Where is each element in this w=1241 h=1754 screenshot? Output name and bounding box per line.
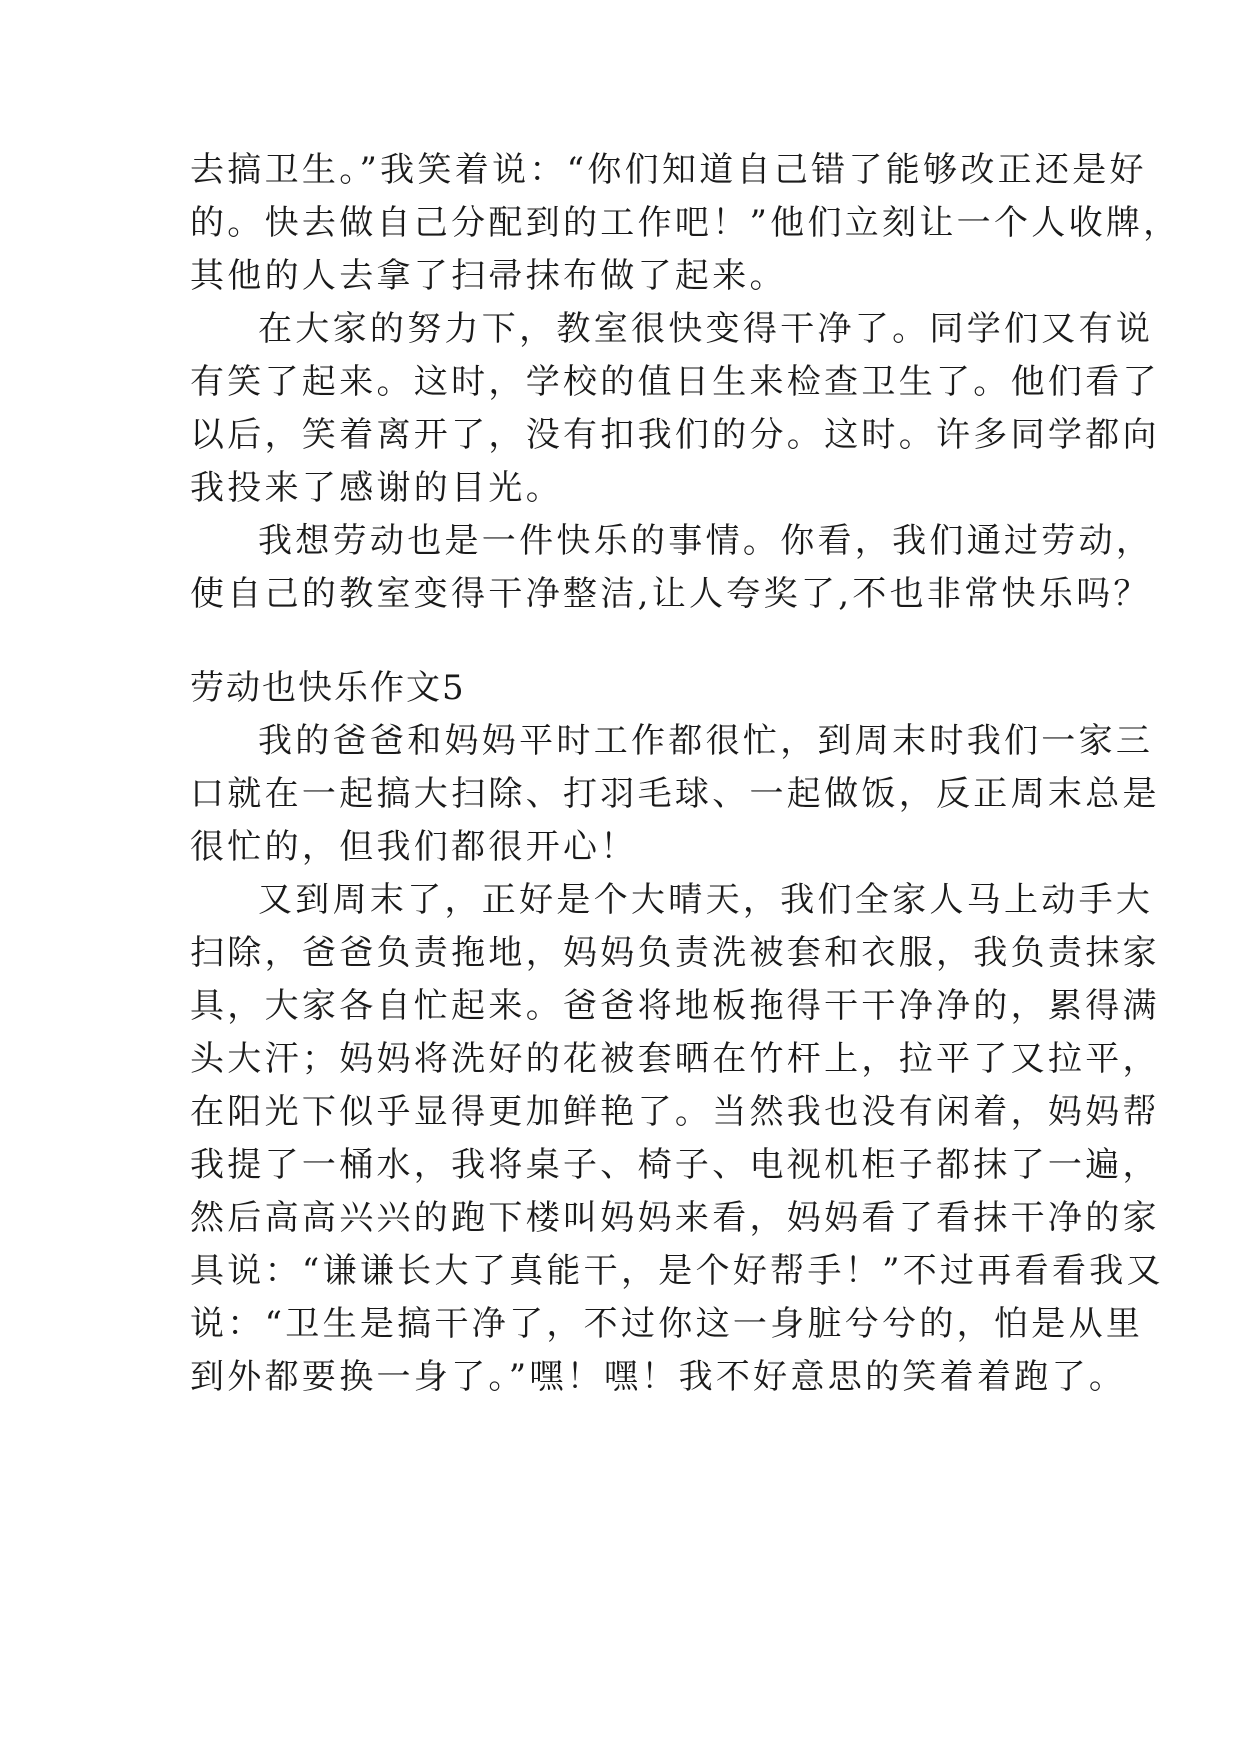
paragraph-line: 我想劳动也是一件快乐的事情。你看，我们通过劳动， <box>258 521 1154 561</box>
paragraph-line: 具，大家各自忙起来。爸爸将地板拖得干干净净的，累得满 <box>190 986 1160 1026</box>
paragraph-line: 具说：“谦谦长大了真能干，是个好帮手！”不过再看看我又 <box>190 1251 1164 1291</box>
paragraph-line: 扫除，爸爸负责拖地，妈妈负责洗被套和衣服，我负责抹家 <box>190 933 1160 973</box>
paragraph-line: 我投来了感谢的目光。 <box>190 468 563 508</box>
paragraph-line: 然后高高兴兴的跑下楼叫妈妈来看，妈妈看了看抹干净的家 <box>190 1198 1160 1238</box>
paragraph-line: 在大家的努力下，教室很快变得干净了。同学们又有说 <box>258 309 1154 349</box>
paragraph-line: 很忙的，但我们都很开心！ <box>190 827 638 867</box>
paragraph-line: 的。快去做自己分配到的工作吧！”他们立刻让一个人收牌， <box>190 203 1181 243</box>
paragraph-line: 我提了一桶水，我将桌子、椅子、电视机柜子都抹了一遍， <box>190 1145 1160 1185</box>
paragraph-line: 有笑了起来。这时，学校的值日生来检查卫生了。他们看了 <box>190 362 1160 402</box>
paragraph-line: 在阳光下似乎显得更加鲜艳了。当然我也没有闲着，妈妈帮 <box>190 1092 1160 1132</box>
paragraph-line: 去搞卫生。”我笑着说：“你们知道自己错了能够改正还是好 <box>190 150 1147 190</box>
paragraph-line: 以后，笑着离开了，没有扣我们的分。这时。许多同学都向 <box>190 415 1160 455</box>
paragraph-line: 头大汗；妈妈将洗好的花被套晒在竹杆上，拉平了又拉平， <box>190 1039 1160 1079</box>
paragraph-line: 使自己的教室变得干净整洁,让人夸奖了,不也非常快乐吗？ <box>190 574 1151 614</box>
paragraph-line: 到外都要换一身了。”嘿！嘿！我不好意思的笑着着跑了。 <box>190 1357 1127 1397</box>
paragraph-line: 说：“卫生是搞干净了，不过你这一身脏兮兮的，怕是从里 <box>190 1304 1144 1344</box>
paragraph-line: 口就在一起搞大扫除、打羽毛球、一起做饭，反正周末总是 <box>190 774 1160 814</box>
essay-title: 劳动也快乐作文5 <box>190 668 466 708</box>
paragraph-line: 其他的人去拿了扫帚抹布做了起来。 <box>190 256 787 296</box>
paragraph-line: 又到周末了，正好是个大晴天，我们全家人马上动手大 <box>258 880 1154 920</box>
paragraph-line: 我的爸爸和妈妈平时工作都很忙，到周末时我们一家三 <box>258 721 1154 761</box>
